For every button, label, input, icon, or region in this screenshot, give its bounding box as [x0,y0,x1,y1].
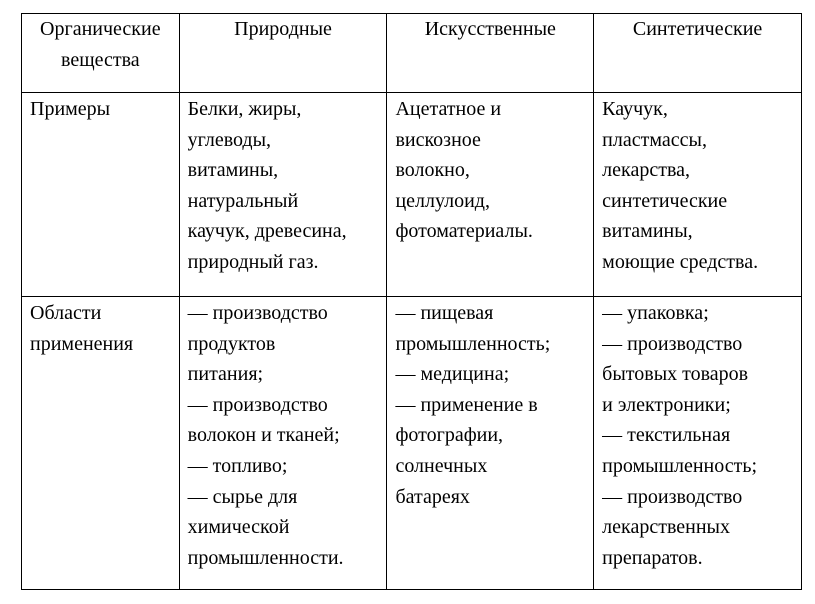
applications-natural-line: волокон и тканей; [187,424,340,447]
header-artificial-label: Искусственные [424,18,556,40]
applications-natural-line: — производство [187,302,328,324]
header-cell-synthetic [594,14,802,93]
applications-label-cell [22,297,180,590]
header-cell-artificial [387,14,594,93]
examples-natural-line: Белки, жиры, [187,98,302,120]
applications-natural-line: химической [187,516,290,539]
applications-natural-line: питания; [187,363,264,386]
applications-synthetic-line: и электроники; [602,393,731,416]
applications-synthetic-line: лекарственных [602,516,730,539]
examples-natural-line: каучук, древесина, [187,220,347,243]
applications-artificial-line: — пищевая [395,302,494,324]
header-organic-line: вещества [61,48,140,71]
applications-synthetic-line: — производство [602,332,743,355]
examples-artificial-line: Ацетатное и [395,98,502,120]
header-cell-natural [179,14,387,93]
examples-row [22,93,802,297]
applications-natural-line: промышленности. [187,546,344,569]
applications-artificial-line: — применение в [395,393,538,416]
applications-natural-cell [179,297,387,590]
organic-substances-table [21,13,802,590]
examples-artificial-line: вискозное [395,128,481,151]
examples-synthetic-line: лекарства, [602,159,690,182]
examples-natural-line: витамины, [187,159,279,182]
applications-natural-line: продуктов [187,332,276,355]
header-organic-line: Органические [40,18,161,40]
examples-synthetic-line: Каучук, [602,98,668,120]
examples-natural-line: натуральный [187,189,299,212]
examples-artificial-line: целлулоид, [395,189,490,212]
examples-synthetic-line: витамины, [602,220,693,243]
applications-artificial-line: — медицина; [395,363,510,386]
examples-natural-line: углеводы, [187,128,272,151]
examples-artificial-line: фотоматериалы. [395,220,533,243]
header-synthetic-label: Синтетические [632,18,763,40]
applications-synthetic-cell [594,297,802,590]
examples-synthetic-line: синтетические [602,189,728,212]
examples-artificial-line: волокно, [395,159,470,182]
header-row [22,14,802,93]
examples-label-cell [22,93,180,297]
applications-label-line: Области [30,302,102,324]
applications-artificial-line: промышленность; [395,332,551,355]
applications-artificial-line: батареях [395,485,470,508]
applications-synthetic-line: — упаковка; [602,302,709,324]
examples-synthetic-line: моющие средства. [602,250,759,273]
examples-natural-line: природный газ. [187,250,319,273]
applications-natural-line: — производство [187,393,328,416]
header-natural-label: Природные [234,18,332,40]
applications-synthetic-line: препаратов. [602,546,703,569]
applications-natural-line: — топливо; [187,454,288,477]
applications-artificial-cell [387,297,594,590]
applications-row [22,297,802,590]
applications-synthetic-line: бытовых товаров [602,363,749,386]
examples-natural-cell [179,93,387,297]
applications-natural-line: — сырье для [187,485,298,508]
applications-synthetic-line: промышленность; [602,454,758,477]
applications-synthetic-line: — текстильная [602,424,731,447]
examples-synthetic-line: пластмассы, [602,128,707,151]
examples-artificial-cell [387,93,594,297]
examples-synthetic-cell [594,93,802,297]
applications-artificial-line: фотографии, [395,424,504,447]
header-cell-organic [22,14,180,93]
applications-label-line: применения [30,332,134,355]
applications-synthetic-line: — производство [602,485,743,508]
applications-artificial-line: солнечных [395,454,488,477]
examples-label: Примеры [30,98,111,120]
